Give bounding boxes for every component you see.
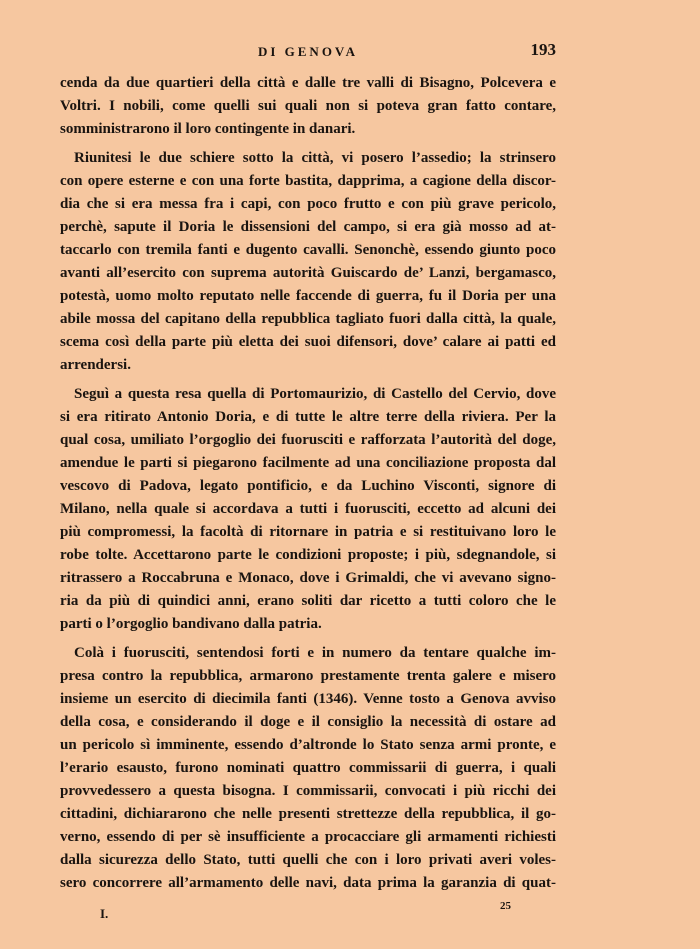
text-line: taccarlo con tremila fanti e dugento cavalli. Senonchè, essendo giunto poco (60, 242, 556, 258)
text-line: provvedessero a questa bisogna. I commissarii, convocati i più ricchi dei (60, 783, 556, 799)
text-line: Riunitesi le due schiere sotto la città, vi posero l’assedio; la strinsero (74, 150, 556, 166)
page-number: 193 (530, 40, 556, 59)
text-line: dia che si era messa fra i capi, con poco frutto e con più grave pericolo, (60, 196, 556, 212)
text-line: Milano, nella quale si accordava a tutti i fuorusciti, eccetto ad alcuni dei (60, 501, 556, 517)
text-line: scema così della parte più eletta dei suoi difensori, dove’ calare ai patti ed (60, 334, 556, 350)
text-line: potestà, uomo molto reputato nelle faccende di guerra, fu il Doria per una (60, 288, 556, 304)
text-line: più compromessi, la facoltà di ritornare in patria e si restituivano loro le (60, 524, 556, 540)
text-line: parti o l’orgoglio bandivano dalla patria. (60, 616, 322, 632)
text-line: arrendersi. (60, 357, 131, 373)
text-line: vescovo di Padova, legato pontificio, e da Luchino Visconti, signore di (60, 478, 556, 494)
text-line: verno, essendo di per sè insufficiente a procacciare gli armamenti richiesti (60, 829, 556, 845)
page-footer (60, 900, 556, 924)
text-line: avanti all’esercito con suprema autorità Guiscardo de’ Lanzi, bergamasco, (60, 265, 556, 281)
text-line: dalla sicurezza dello Stato, tutti quelli che con i loro privati averi voles- (60, 852, 556, 868)
text-line: somministrarono il loro contingente in danari. (60, 121, 356, 137)
text-line: Colà i fuorusciti, sentendosi forti e in numero da tentare qualche im- (74, 645, 556, 661)
paragraph (60, 642, 556, 895)
text-line: un pericolo sì imminente, essendo d’altronde lo Stato senza armi pronte, e (60, 737, 556, 753)
body-text (60, 72, 556, 901)
text-line: robe tolte. Accettarono parte le condizioni proposte; i più, sdegnandole, si (60, 547, 556, 563)
text-line: Voltri. I nobili, come quelli sui quali non si poteva gran fatto contare, (60, 98, 556, 114)
text-line: l’erario esausto, furono nominati quattro commissarii di guerra, i quali (60, 760, 556, 776)
text-line: qual cosa, umiliato l’orgoglio dei fuorusciti e rafforzata l’autorità del doge, (60, 432, 556, 448)
text-line: presa contro la repubblica, armarono prestamente trenta galere e misero (60, 668, 556, 684)
text-line: amendue le parti si piegarono facilmente ad una conciliazione proposta dal (60, 455, 556, 471)
text-line: con opere esterne e con una forte bastita, dapprima, a cagione della discor- (60, 173, 556, 189)
paragraph (60, 72, 556, 141)
signature-mark: I. (100, 906, 109, 921)
sheet-number: 25 (500, 900, 511, 912)
running-head: DI GENOVA (257, 44, 359, 59)
text-line: ritrassero a Roccabruna e Monaco, dove i Grimaldi, che vi avevano signo- (60, 570, 556, 586)
paragraph (60, 147, 556, 377)
text-line: insieme un esercito di diecimila fanti (1346). Venne tosto a Genova avviso (60, 691, 556, 707)
paragraph (60, 383, 556, 636)
text-line: ria da più di quindici anni, erano soliti dar ricetto a tutti coloro che le (60, 593, 556, 609)
page-header (60, 40, 556, 66)
text-line: della cosa, e considerando il doge e il consiglio la necessità di ostare ad (60, 714, 556, 730)
text-line: abile mossa del capitano della repubblica tagliato fuori dalla città, la quale, (60, 311, 556, 327)
text-line: Seguì a questa resa quella di Portomaurizio, di Castello del Cervio, dove (74, 386, 556, 402)
text-line: cenda da due quartieri della città e dalle tre valli di Bisagno, Polcevera e (60, 75, 556, 91)
text-line: cittadini, dichiararono che nelle presenti strettezze della repubblica, il go- (60, 806, 556, 822)
text-line: perchè, sapute il Doria le dissensioni del campo, si era già mosso ad at- (60, 219, 556, 235)
text-line: sero concorrere all’armamento delle navi, data prima la garanzia di quat- (60, 875, 556, 891)
text-line: si era ritirato Antonio Doria, e di tutte le altre terre della riviera. Per la (60, 409, 556, 425)
